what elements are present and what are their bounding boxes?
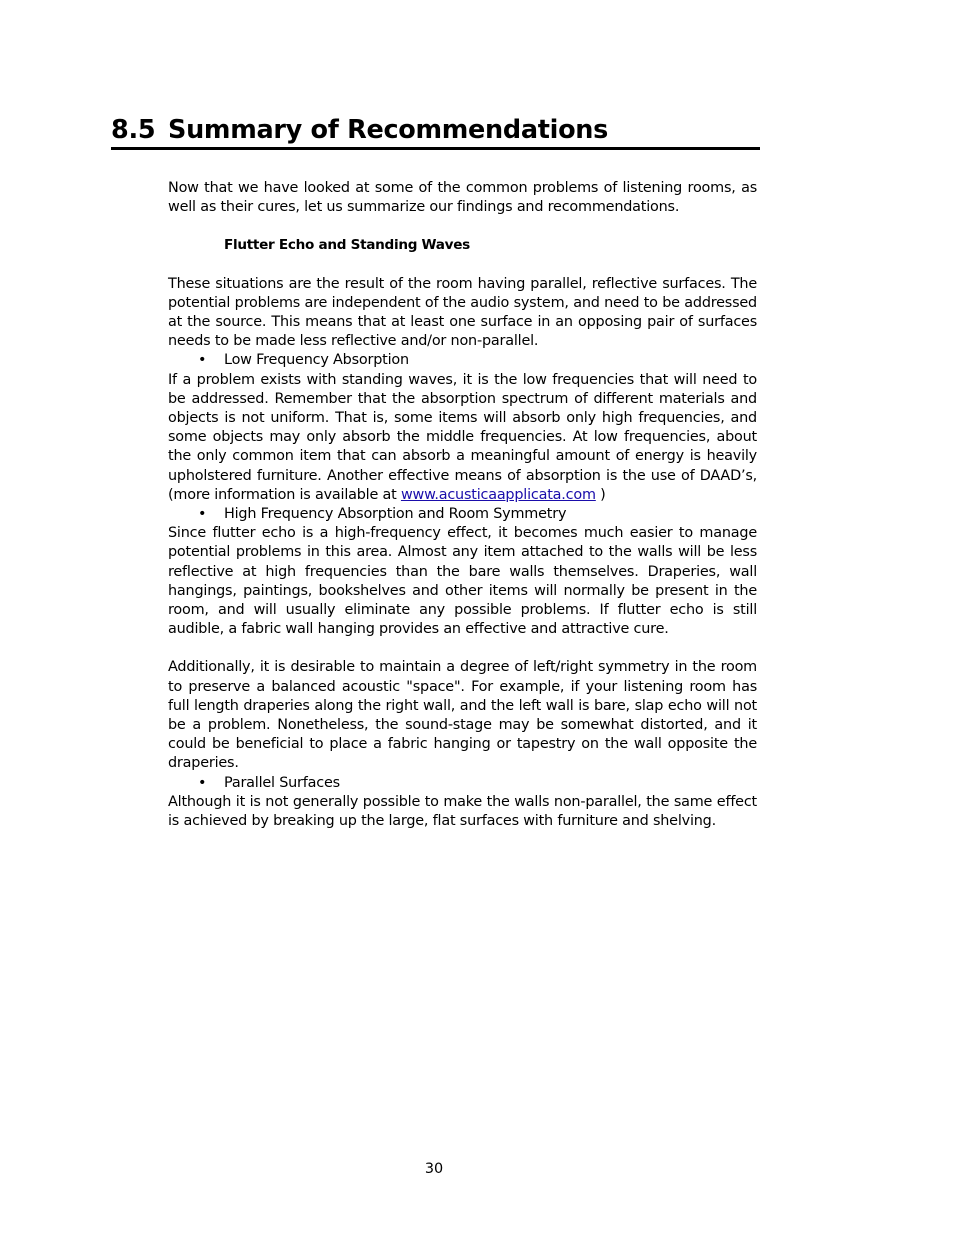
section-title: Summary of Recommendations	[168, 115, 609, 145]
bullet-low-frequency	[168, 351, 757, 370]
link-suffix: )	[595, 486, 606, 503]
low-frequency-text: If a problem exists with standing waves, it is the low frequencies that will need to be addressed. Remember that the absorption spectrum of different materials and objects is not uniform. That is, some items will absorb only high frequencies, and some objects may only absorb the middle frequencies. At low frequencies, about the only common item that can absorb a meaningful amount of energy is heavily upholstered furniture. Another effective means of absorption is the use of DAAD’s, (more information is available at	[168, 371, 757, 503]
page-number: 30	[424, 1161, 444, 1177]
high-frequency-paragraph: Since flutter echo is a high-frequency effect, it becomes much easier to manage potential problems in this area. Almost any item attached to the walls will be less reflective at high frequencies than the bare walls themselves. Draperies, wall hangings, paintings, bookshelves and other items will normally be present in the room, and will usually eliminate any possible problems. If flutter echo is still audible, a fabric wall hanging provides an effective and attractive cure.	[168, 525, 757, 638]
bullet-icon: •	[198, 506, 207, 523]
document-body	[168, 179, 757, 831]
bullet-icon: •	[198, 352, 207, 369]
subheading-flutter-echo: Flutter Echo and Standing Waves	[224, 237, 470, 254]
low-frequency-paragraph	[168, 371, 757, 505]
bullet-high-frequency	[168, 505, 757, 524]
section-number: 8.5	[111, 115, 156, 145]
parallel-surfaces-paragraph: Although it is not generally possible to make the walls non-parallel, the same effect is achieved by breaking up the large, flat surfaces with furniture and shelving.	[168, 793, 757, 830]
bullet-icon: •	[198, 774, 207, 791]
section-heading	[111, 112, 760, 150]
symmetry-paragraph: Additionally, it is desirable to maintain a degree of left/right symmetry in the room to preserve a balanced acoustic "space". For example, if your listening room has full length draperies along the right wall, and the left wall is bare, slap echo will not be a problem. Nonetheless, the sound-stage may be somewhat distorted, and it could be beneficial to place a fabric hanging or tapestry on the wall opposite the draperies.	[168, 659, 757, 772]
bullet-parallel-surfaces	[168, 774, 757, 793]
bullet-label: Low Frequency Absorption	[224, 352, 409, 369]
bullet-label: High Frequency Absorption and Room Symmetry	[224, 506, 567, 523]
intro-paragraph: Now that we have looked at some of the common problems of listening rooms, as well as their cures, let us summarize our findings and recommendations.	[168, 180, 757, 216]
flutter-echo-paragraph: These situations are the result of the room having parallel, reflective surfaces. The potential problems are independent of the audio system, and need to be addressed at the source. This means that at least one surface in an opposing pair of surfaces needs to be made less reflective and/or non-parallel.	[168, 275, 757, 350]
acustica-link[interactable]: www.acusticaapplicata.com	[400, 486, 596, 503]
bullet-label: Parallel Surfaces	[224, 774, 340, 791]
